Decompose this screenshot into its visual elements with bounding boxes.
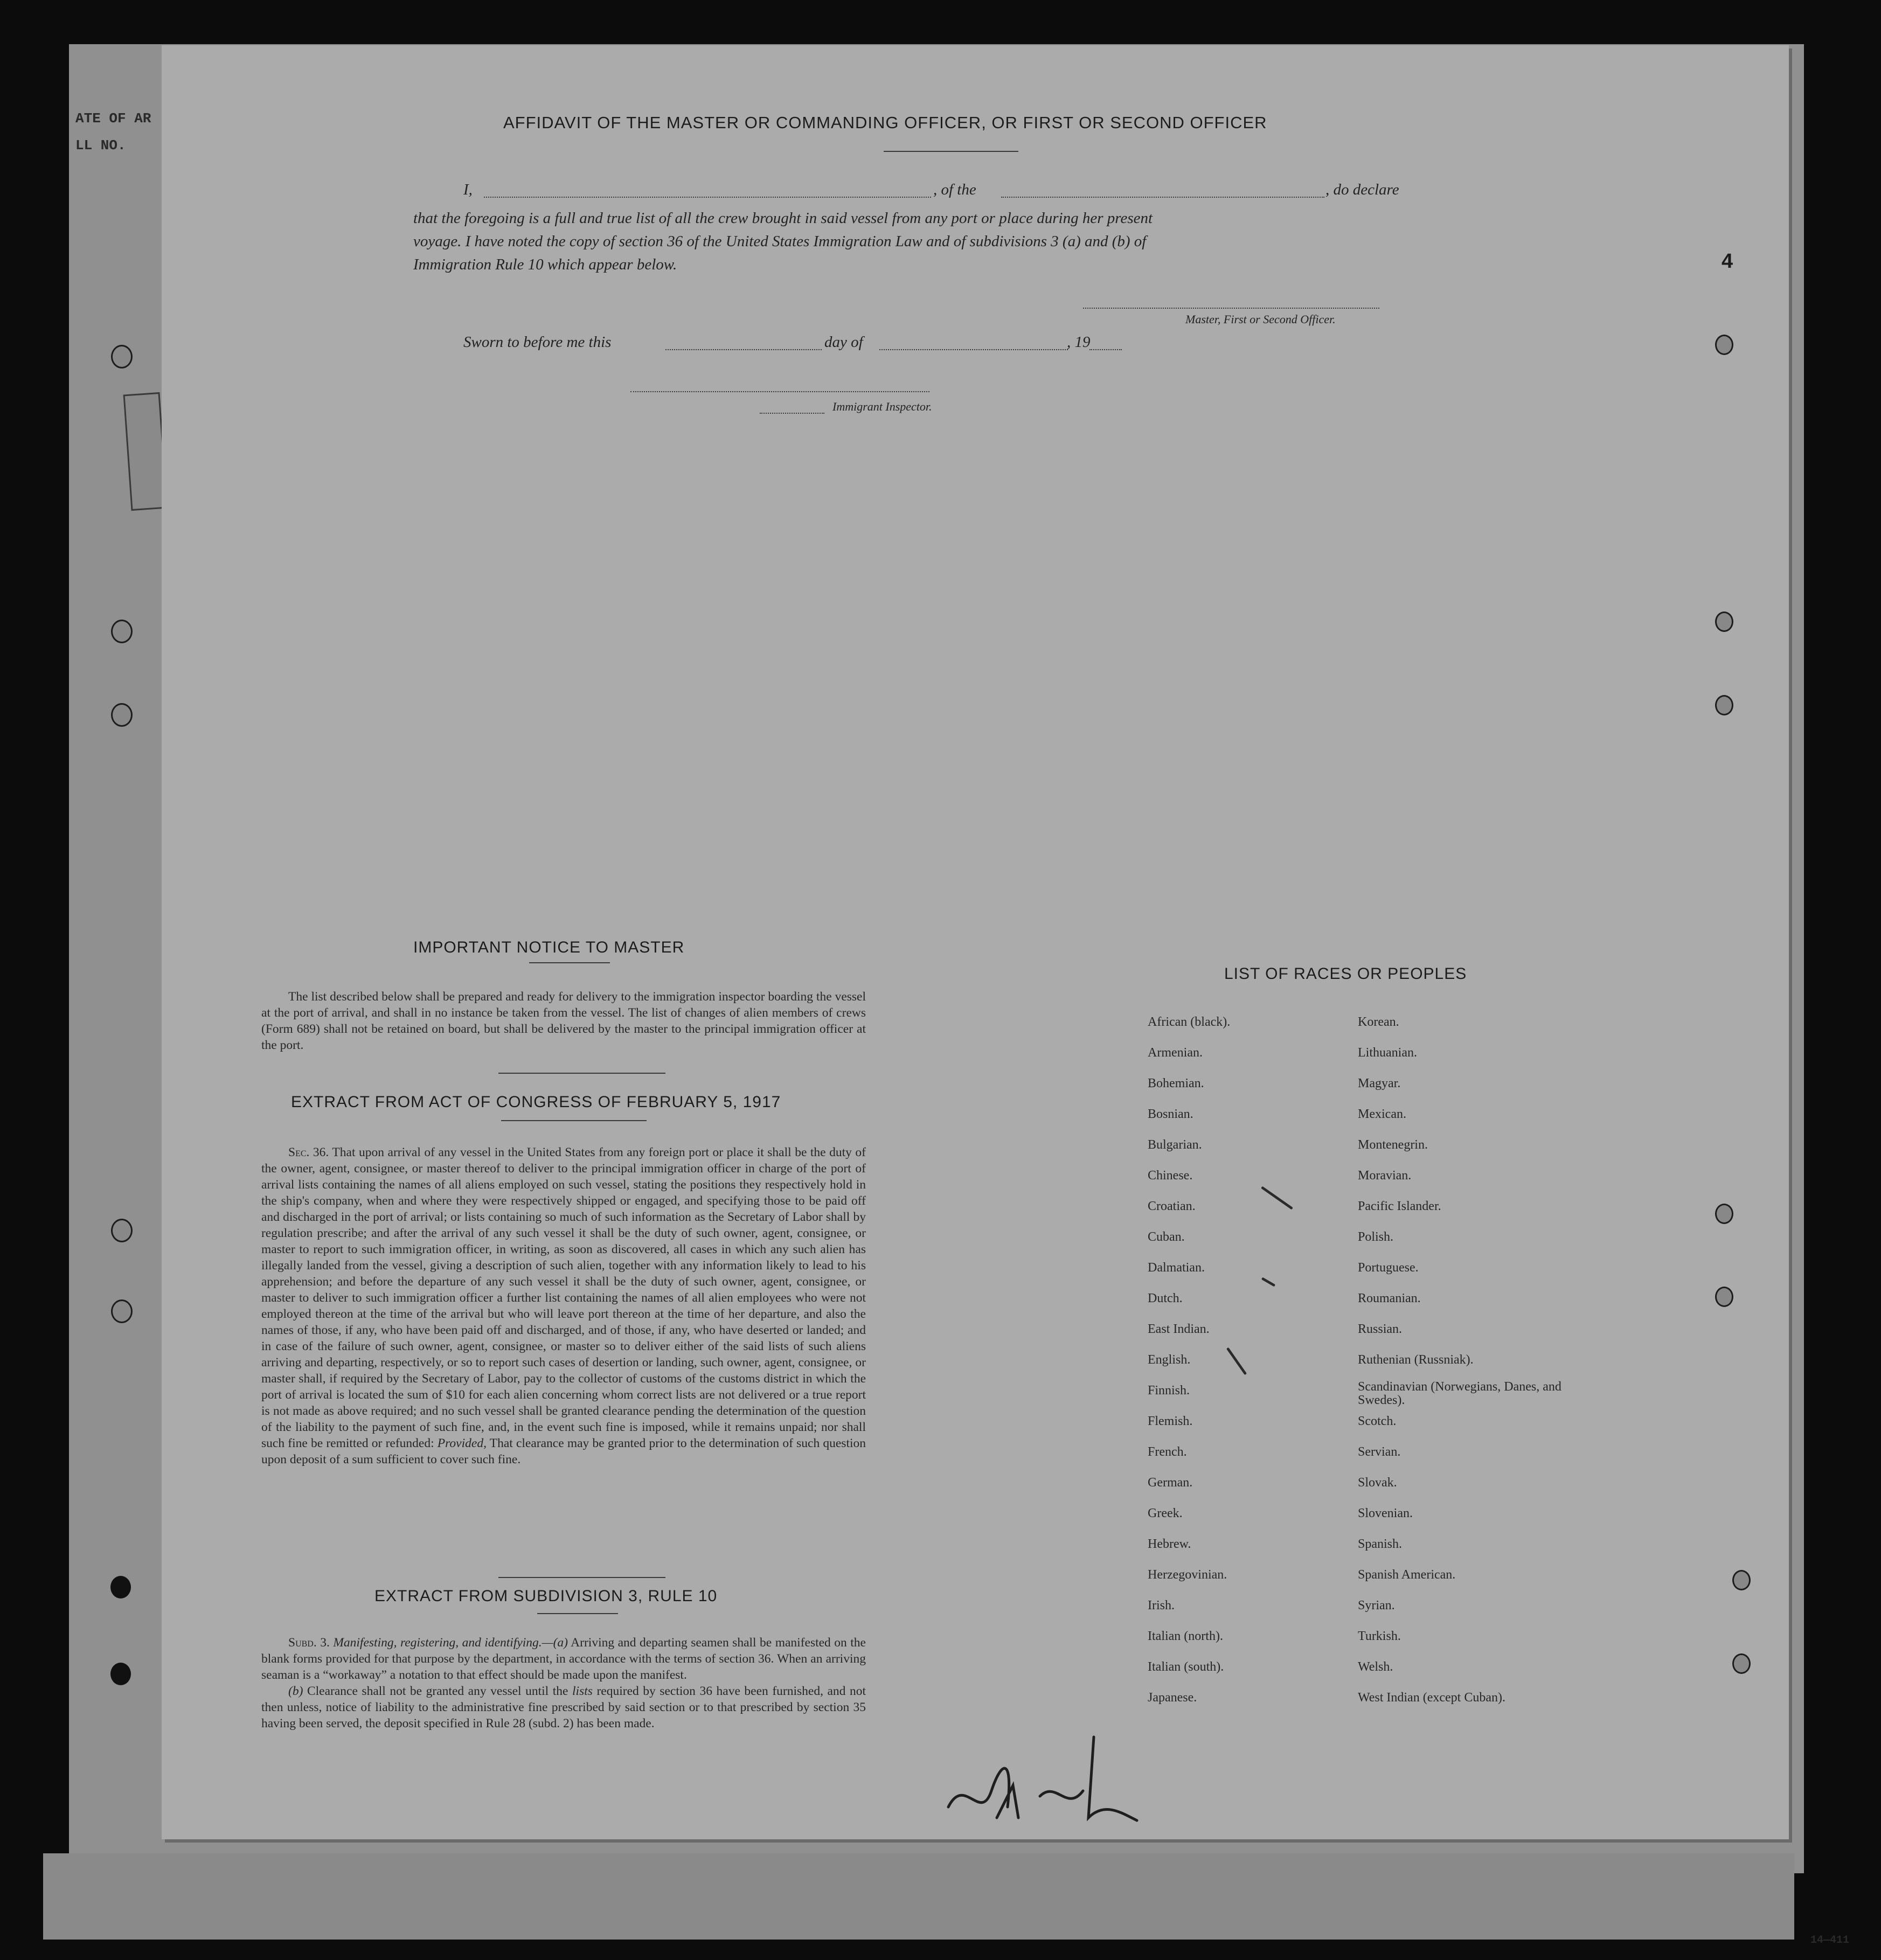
name-field[interactable] [484, 197, 931, 198]
race-right-item: Spanish American. [1358, 1568, 1456, 1582]
bottom-strip [43, 1853, 1794, 1940]
race-left-item: French. [1148, 1445, 1187, 1459]
punch-hole [1715, 1204, 1733, 1224]
pencil-mark [1261, 1277, 1276, 1287]
race-right-item: Montenegrin. [1358, 1138, 1428, 1152]
do-declare-label: , do declare [1325, 181, 1399, 198]
race-left-item: Greek. [1148, 1506, 1183, 1520]
signature [932, 1726, 1175, 1834]
race-right-item: Mexican. [1358, 1107, 1406, 1121]
heading-rule [884, 151, 1018, 152]
punch-hole [1715, 1287, 1733, 1307]
race-left-item: German. [1148, 1476, 1193, 1490]
sec-label: Sec. 36. [288, 1145, 329, 1159]
affidavit-heading: AFFIDAVIT OF THE MASTER OR COMMANDING OFFICER, OR FIRST OR SECOND OFFICER [503, 113, 1267, 132]
race-right-item: Pacific Islander. [1358, 1199, 1441, 1213]
race-left-item: English. [1148, 1353, 1191, 1367]
act-body-end: That clearance may be granted prior to the determination of such question upon deposit of a sum sufficient to cover such fine. [261, 1436, 866, 1466]
race-left-item: Hebrew. [1148, 1537, 1191, 1551]
race-right-item: Scotch. [1358, 1414, 1397, 1428]
subd-b-label: (b) [288, 1684, 303, 1698]
subd-b-text-2: required by section 36 have been furnished, and not then unless, notice of liability to the administrative fine prescribed by said section or to that prescribed by section 35 having been served, the deposit specified in Rule 28 (subd. 2) has been made. [261, 1684, 866, 1730]
race-left-item: Croatian. [1148, 1199, 1196, 1213]
act-end-rule [498, 1577, 665, 1578]
race-left-item: Dutch. [1148, 1291, 1183, 1305]
race-right-item: Spanish. [1358, 1537, 1403, 1551]
day-of-label: day of [824, 333, 863, 351]
races-heading: LIST OF RACES OR PEOPLES [1224, 965, 1467, 983]
subd-b-lists: lists [572, 1684, 593, 1698]
punch-hole [111, 1219, 133, 1242]
race-right-item: Lithuanian. [1358, 1046, 1417, 1060]
act-text [261, 1144, 866, 1468]
affidavit-line-1: that the foregoing is a full and true list of all the crew brought in said vessel from any port or place during her present [413, 210, 1153, 227]
act-body: That upon arrival of any vessel in the United States from any foreign port or place it shall be the duty of the owner, agent, consignee, or master thereof to deliver to the principal immigration officer in charge of the port of arrival lists containing the names of all aliens employed on such vessel, stating the positions they respectively hold in the ship's company, when and where they were respectively shipped or engaged, and specifying those to be paid off and discharged in the port of arrival; or lists containing so much of such information as the Secretary of Labor shall by regulation prescribe; and after the arrival of any such vessel it shall be the duty of such owner, agent, consignee, or master to report to such immigration officer, in writing, as soon as discovered, all cases in which any such alien has illegally landed from the vessel, giving a description of such alien, together with any information likely to lead to his apprehension; and before the departure of any such vessel it shall be the duty of such owner, agent, consignee, or master to deliver to such immigration officer a further list containing the names of all alien employees who were not employed thereon at the time of the arrival but who will leave port thereon at the time of her departure, and also the names of those, if any, who have been paid off and discharged, and of those, if any, who have deserted or landed; and in case of the failure of such owner, agent, consignee, or master so to deliver either of the said lists of such aliens arriving and departing, respectively, or so to report such cases of desertion or landing, such owner, agent, consignee, or master shall, if required by the Secretary of Labor, pay to the collector of customs of the customs district in which the port of arrival is located the sum of $10 for each alien concerning whom correct lists are not delivered or a true report is not made as above required; and no such vessel shall be granted clearance pending the determination of the question of the liability to the payment of such fine, and, in the event such fine is imposed, while it remains unpaid; nor shall such fine be remitted or refunded: [261, 1145, 866, 1450]
race-left-item: Cuban. [1148, 1230, 1185, 1244]
sworn-year-field[interactable] [1089, 349, 1122, 350]
punch-hole [110, 1576, 131, 1598]
sworn-day-field[interactable] [665, 349, 822, 350]
pencil-mark [1261, 1186, 1293, 1210]
subd-title: Manifesting, registering, and identifying. [333, 1636, 542, 1650]
provided-label: Provided, [437, 1436, 487, 1450]
race-right-item: Magyar. [1358, 1076, 1401, 1090]
affidavit-text [413, 207, 1582, 276]
rule-rule [537, 1613, 618, 1614]
footer-code: 14—411 [1810, 1934, 1850, 1947]
affidavit-i-label: I, [463, 181, 473, 198]
sworn-month-field[interactable] [879, 349, 1068, 350]
race-left-item: Japanese. [1148, 1691, 1197, 1705]
vessel-field[interactable] [1001, 197, 1324, 198]
subd-b-text-1: Clearance shall not be granted any vessel until the [307, 1684, 568, 1698]
punch-hole [1732, 1653, 1751, 1674]
race-left-item: Flemish. [1148, 1414, 1193, 1428]
year-label: , 19 [1067, 333, 1091, 351]
act-rule [501, 1120, 647, 1121]
race-right-item: Polish. [1358, 1230, 1394, 1244]
rule-text [261, 1635, 866, 1732]
punch-hole [1732, 1570, 1751, 1590]
punch-hole [1715, 611, 1733, 632]
rule-heading: EXTRACT FROM SUBDIVISION 3, RULE 10 [374, 1587, 718, 1605]
race-left-item: Italian (north). [1148, 1629, 1223, 1643]
race-right-item: Slovenian. [1358, 1506, 1413, 1520]
punch-hole [111, 1299, 133, 1323]
punch-hole [111, 345, 133, 369]
notice-heading: IMPORTANT NOTICE TO MASTER [413, 939, 685, 956]
affidavit-line-3: Immigration Rule 10 which appear below. [413, 256, 677, 273]
punch-hole [1715, 335, 1733, 355]
race-left-item: Dalmatian. [1148, 1261, 1205, 1275]
race-left-item: Irish. [1148, 1598, 1175, 1613]
punch-hole [1715, 695, 1733, 715]
notice-paragraph: The list described below shall be prepared and ready for delivery to the immigration inspector boarding the vessel at the port of arrival, and shall in no instance be taken from the vessel. The list of changes of alien members of crews (Form 689) shall not be retained on board, but shall be delivered by the master to the principal immigration officer at the port. [261, 990, 866, 1052]
race-right-item: Welsh. [1358, 1660, 1393, 1674]
race-right-item: Turkish. [1358, 1629, 1401, 1643]
inspector-label: Immigrant Inspector. [832, 400, 932, 413]
race-right-item: Roumanian. [1358, 1291, 1421, 1305]
form-sheet [162, 45, 1789, 1839]
punch-hole [111, 620, 133, 643]
race-right-item: Servian. [1358, 1445, 1401, 1459]
affidavit-line-2: voyage. I have noted the copy of section 36 of the United States Immigration Law and of subdivisions 3 (a) and (b) of [413, 233, 1147, 250]
pencil-mark [1226, 1347, 1247, 1375]
rule-b-paragraph [261, 1683, 866, 1732]
race-right-item: Moravian. [1358, 1169, 1412, 1183]
act-heading: EXTRACT FROM ACT OF CONGRESS OF FEBRUARY 5, 1917 [291, 1093, 781, 1111]
race-right-item: Portuguese. [1358, 1261, 1419, 1275]
page-number: 4 [1722, 250, 1734, 273]
of-the-label: , of the [933, 181, 976, 198]
race-left-item: Bulgarian. [1148, 1138, 1202, 1152]
master-signature-line[interactable] [1083, 308, 1379, 309]
race-left-item: Herzegovinian. [1148, 1568, 1227, 1582]
race-left-item: Bohemian. [1148, 1076, 1204, 1090]
subd-a-label: —(a) [542, 1636, 568, 1650]
notice-text [261, 989, 866, 1053]
race-right-item: Scandinavian (Norwegians, Danes, and Swedes). [1358, 1380, 1561, 1407]
left-strip-text-2: LL NO. [75, 137, 126, 154]
inspector-signature-line[interactable] [630, 391, 929, 392]
punch-hole [110, 1663, 131, 1685]
race-right-item: Syrian. [1358, 1598, 1395, 1613]
race-left-item: African (black). [1148, 1015, 1231, 1029]
race-right-item: Slovak. [1358, 1476, 1397, 1490]
race-right-item: West Indian (except Cuban). [1358, 1691, 1505, 1705]
notice-end-rule [498, 1073, 665, 1074]
master-label: Master, First or Second Officer. [1185, 312, 1336, 326]
race-left-item: Italian (south). [1148, 1660, 1224, 1674]
race-left-item: Finnish. [1148, 1384, 1190, 1398]
race-left-item: Armenian. [1148, 1046, 1203, 1060]
subd-label: Subd. 3. [288, 1636, 330, 1650]
race-left-item: East Indian. [1148, 1322, 1210, 1336]
notice-rule [529, 962, 610, 963]
race-right-item: Russian. [1358, 1322, 1403, 1336]
race-right-item: Ruthenian (Russniak). [1358, 1353, 1474, 1367]
rule-a-paragraph [261, 1635, 866, 1683]
race-left-item: Chinese. [1148, 1169, 1193, 1183]
subd-a-text: Arriving and departing seamen shall be manifested on the blank forms provided for that purpose by the department, in accordance with the terms of section 36. When an arriving seaman is a “workaway” a notation to that effect should be made upon the manifest. [261, 1636, 866, 1682]
sworn-label: Sworn to before me this [463, 333, 612, 351]
race-right-item: Korean. [1358, 1015, 1399, 1029]
inspector-dotted [760, 413, 824, 414]
punch-hole [111, 703, 133, 727]
act-paragraph [261, 1144, 866, 1468]
race-left-item: Bosnian. [1148, 1107, 1193, 1121]
left-strip-text-1: ATE OF AR [75, 110, 151, 127]
